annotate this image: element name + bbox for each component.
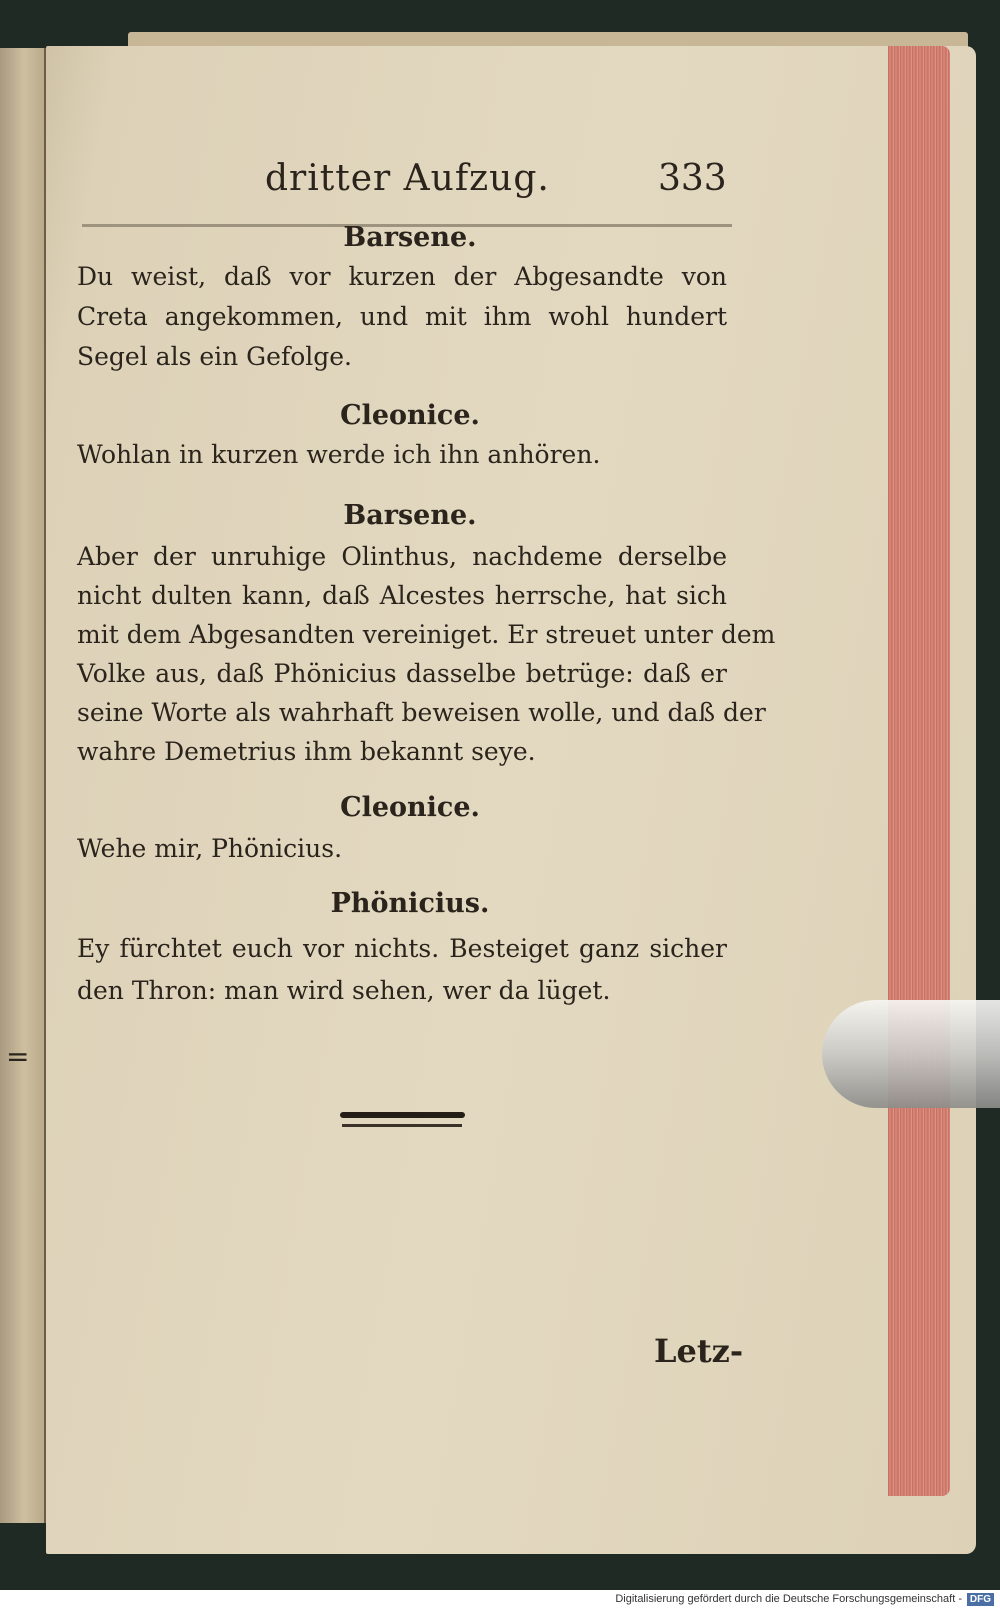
end-ornament-rule bbox=[340, 1112, 465, 1118]
speaker-heading: Barsene. bbox=[343, 222, 477, 253]
speaker-heading: Cleonice. bbox=[340, 792, 480, 823]
text-line: wahre Demetrius ihm bekannt seye. bbox=[77, 737, 536, 766]
text-line: Segel als ein Gefolge. bbox=[77, 342, 352, 371]
text-line: Ey fürchtet euch vor nichts. Besteiget ganz sicher bbox=[77, 934, 727, 963]
text-line: Aber der unruhige Olinthus, nachdeme derselbe bbox=[77, 542, 727, 571]
footer-credit: Digitalisierung gefördert durch die Deutsche Forschungsgemeinschaft - bbox=[615, 1593, 962, 1605]
page-clamp-clip bbox=[822, 1000, 1000, 1108]
facing-page-mark: = bbox=[6, 1040, 30, 1073]
running-head: dritter Aufzug. bbox=[265, 158, 550, 199]
text-line: Volke aus, daß Phönicius dasselbe betrüge: daß er bbox=[77, 659, 727, 688]
text-line: mit dem Abgesandten vereiniget. Er streuet unter dem bbox=[77, 620, 776, 649]
text-line: Creta angekommen, und mit ihm wohl hundert bbox=[77, 302, 727, 331]
page-number: 333 bbox=[658, 158, 727, 199]
end-ornament-rule-thin bbox=[342, 1124, 462, 1127]
text-line: den Thron: man wird sehen, wer da lüget. bbox=[77, 976, 611, 1005]
text-line: seine Worte als wahrhaft beweisen wolle, und daß der bbox=[77, 698, 766, 727]
facing-page-edge bbox=[0, 48, 47, 1523]
dfg-logo: DFG bbox=[967, 1593, 994, 1606]
speaker-heading: Phönicius. bbox=[330, 888, 490, 919]
catchword: Letz- bbox=[654, 1332, 744, 1370]
text-line: nicht dulten kann, daß Alcestes herrsche, hat sich bbox=[77, 581, 727, 610]
red-page-edges bbox=[888, 46, 950, 1496]
text-line: Du weist, daß vor kurzen der Abgesandte von bbox=[77, 262, 727, 291]
text-line: Wehe mir, Phönicius. bbox=[77, 834, 343, 863]
text-line: Wohlan in kurzen werde ich ihn anhören. bbox=[77, 440, 601, 469]
speaker-heading: Barsene. bbox=[343, 500, 477, 531]
speaker-heading: Cleonice. bbox=[340, 400, 480, 431]
